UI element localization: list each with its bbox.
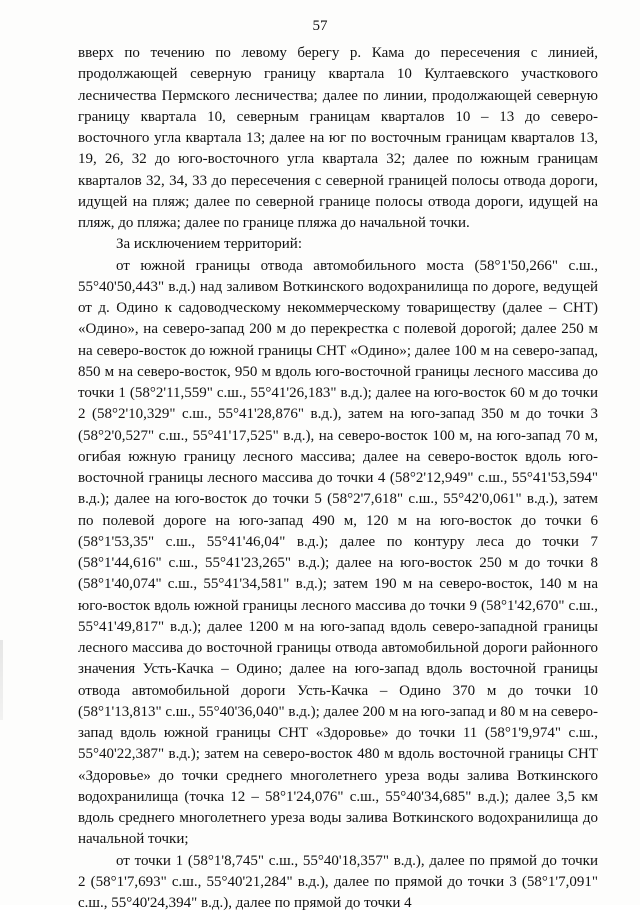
document-body: [78, 43, 598, 914]
paragraph-boundary-continuation: вверх по течению по левому берегу р. Кама до пересечения с линией, продолжающей северную границу квартала 10 Култаевского участкового лесничества Пермского лесничества; далее по линии, продолжающей северную границу квартала 10, северным границам кварталов 10 – 13 до северо-восточного угла квартала 13; далее на юг по восточным границам кварталов 13, 19, 26, 32 до юго-восточного угла квартала 32; далее по южным границам кварталов 32, 34, 33 до пересечения с северной границей полосы отвода дороги, идущей на пляж; далее по северной границе полосы отвода дороги, идущей на пляж, до пляжа; далее по границе пляжа до начальной точки.: [78, 43, 598, 234]
scan-edge-shadow: [0, 640, 3, 720]
paragraph-exception-2: от точки 1 (58°1'8,745" с.ш., 55°40'18,357" в.д.), далее по прямой до точки 2 (58°1'7,693" с.ш., 55°40'21,284" в.д.), далее по прямой до точки 3 (58°1'7,091" с.ш., 55°40'24,394" в.д.), далее по прямой до точки 4: [78, 851, 598, 914]
page-number: 57: [0, 18, 640, 35]
paragraph-exception-1: от южной границы отвода автомобильного моста (58°1'50,266" с.ш., 55°40'50,443" в.д.) над заливом Воткинского водохранилища по дороге, ведущей от д. Одино к садоводческому некоммерческому товариществу (далее – СНТ) «Одино», на северо-запад 200 м до перекрестка с полевой дорогой; далее 250 м на северо-восток до южной границы СНТ «Одино»; далее 100 м на северо-запад, 850 м на северо-восток, 950 м вдоль юго-восточной границы лесного массива до точки 1 (58°2'11,559" с.ш., 55°41'26,183" в.д.); далее на юго-восток 60 м до точки 2 (58°2'10,329" с.ш., 55°41'28,876" в.д.), затем на юго-запад 350 м до точки 3 (58°2'0,527" с.ш., 55°41'17,525" в.д.), на северо-восток 100 м, на юго-запад 70 м, огибая южную границу лесного массива; далее на северо-восток вдоль юго-восточной границы лесного массива до точки 4 (58°2'12,949" с.ш., 55°41'53,594" в.д.); далее на юго-восток до точки 5 (58°2'7,618" с.ш., 55°42'0,061" в.д.), затем по полевой дороге на юго-запад 490 м, 120 м на юго-восток до точки 6 (58°1'53,35" с.ш., 55°41'46,04" в.д.); далее по контуру леса до точки 7 (58°1'44,616" с.ш., 55°41'23,265" в.д.); далее на юго-восток 250 м до точки 8 (58°1'40,074" с.ш., 55°41'34,581" в.д.); затем 190 м на северо-восток, 140 м на юго-восток вдоль южной границы лесного массива до точки 9 (58°1'42,670" с.ш., 55°41'49,817" в.д.); далее 1200 м на юго-запад вдоль северо-западной границы лесного массива до восточной границы отвода автомобильной дороги районного значения Усть-Качка – Одино; далее на юго-запад вдоль восточной границы отвода автомобильной дороги Усть-Качка – Одино 370 м до точки 10 (58°1'13,813" с.ш., 55°40'36,040" в.д.); далее 200 м на юго-запад и 80 м на северо-запад вдоль южной границы СНТ «Здоровье» до точки 11 (58°1'9,974" с.ш., 55°40'22,387" в.д.); затем на северо-восток 480 м вдоль восточной границы СНТ «Здоровье» до точки среднего многолетнего уреза воды залива Воткинского водохранилища (точка 12 – 58°1'24,076" с.ш., 55°40'34,685" в.д.); далее 3,5 км вдоль среднего многолетнего уреза воды залива Воткинского водохранилища до начальной точки;: [78, 256, 598, 851]
paragraph-exceptions-heading: За исключением территорий:: [78, 234, 598, 255]
